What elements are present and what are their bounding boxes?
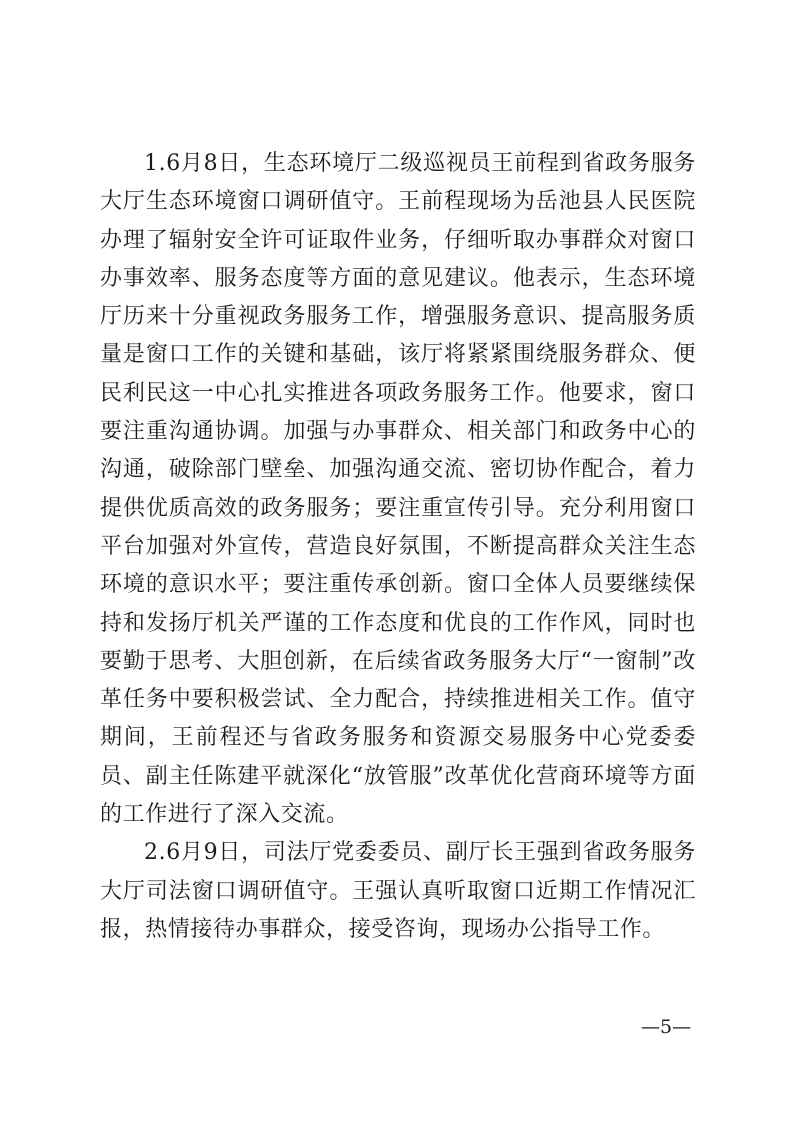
page-number: —5— (641, 1016, 692, 1038)
document-body (100, 145, 696, 949)
paragraph-1: 1.6月8日，生态环境厅二级巡视员王前程到省政务服务大厅生态环境窗口调研值守。王前程现场为岳池县人民医院办理了辐射安全许可证取件业务，仔细听取办事群众对窗口办事效率、服务态度等方面的意见建议。他表示，生态环境厅历来十分重视政务服务工作，增强服务意识、提高服务质量是窗口工作的关键和基础，该厅将紧紧围绕服务群众、便民利民这一中心扎实推进各项政务服务工作。他要求，窗口要注重沟通协调。加强与办事群众、相关部门和政务中心的沟通，破除部门壁垒、加强沟通交流、密切协作配合，着力提供优质高效的政务服务；要注重宣传引导。充分利用窗口平台加强对外宣传，营造良好氛围，不断提高群众关注生态环境的意识水平；要注重传承创新。窗口全体人员要继续保持和发扬厅机关严谨的工作态度和优良的工作作风，同时也要勤于思考、大胆创新，在后续省政务服务大厅“一窗制”改革任务中要积极尝试、全力配合，持续推进相关工作。值守期间，王前程还与省政务服务和资源交易服务中心党委委员、副主任陈建平就深化“放管服”改革优化营商环境等方面的工作进行了深入交流。 (100, 151, 696, 828)
paragraph-2: 2.6月9日，司法厅党委委员、副厅长王强到省政务服务大厅司法窗口调研值守。王强认真听取窗口近期工作情况汇报，热情接待办事群众，接受咨询，现场办公指导工作。 (100, 840, 696, 942)
